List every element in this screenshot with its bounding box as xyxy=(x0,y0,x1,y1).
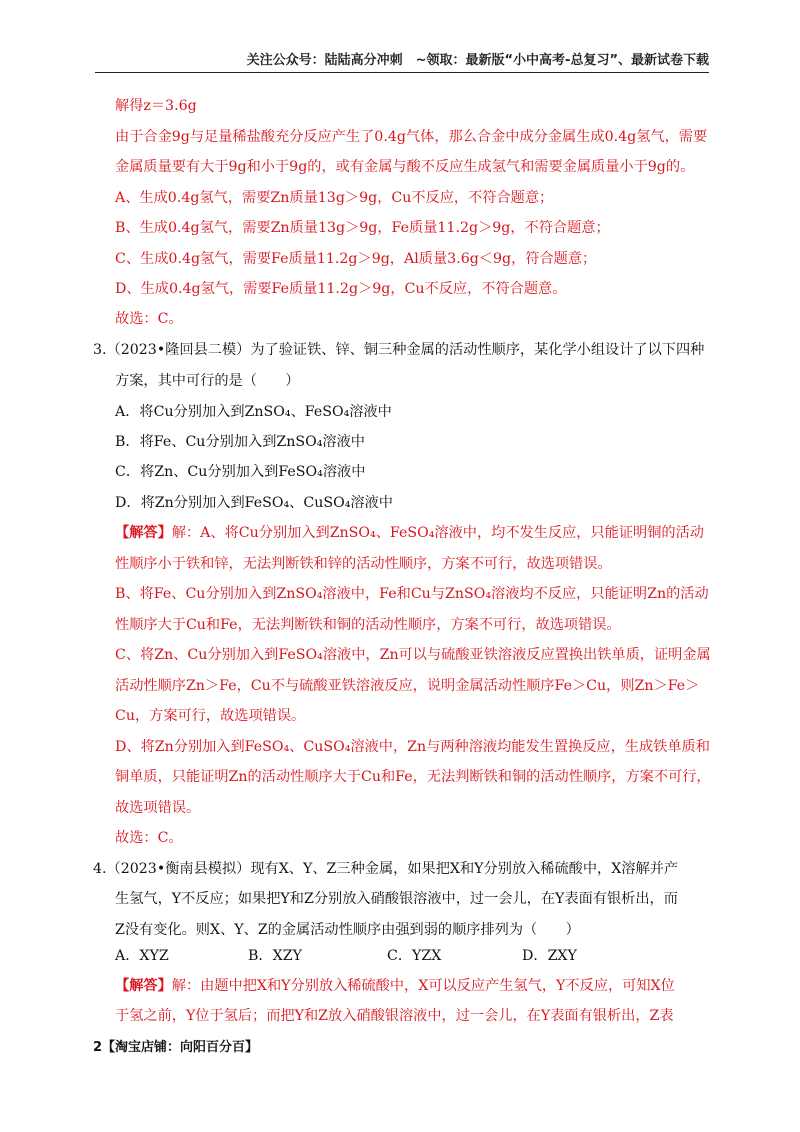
solution-line: 解得z＝3.6g xyxy=(115,98,197,114)
question-3-answer-line: 铜单质，只能证明Zn的活动性顺序大于Cu和Fe，无法判断铁和铜的活动性顺序，方案不可行， xyxy=(115,769,711,785)
question-4-option-c: C．YZX xyxy=(387,948,442,964)
page-header: 关注公众号：陆陆高分冲刺 ~领取：最新版“小中高考-总复习”、最新试卷下载 xyxy=(95,50,709,73)
solution-line: 金属质量要有大于9g和小于9g的，或有金属与酸不反应生成氢气和需要金属质量小于9g的。 xyxy=(115,159,695,175)
question-3-stem-cont: 方案，其中可行的是（ ） xyxy=(115,373,300,389)
solution-option-c: C、生成0.4g氢气，需要Fe质量11.2g＞9g，Al质量3.6g＜9g，符合题意； xyxy=(115,251,597,267)
question-3-answer-line: C、将Zn、Cu分别加入到FeSO₄溶液中，Zn可以与硫酸亚铁溶液反应置换出铁单质，证明金属 xyxy=(115,647,711,663)
question-3-answer-line: 性顺序小于铁和锌，无法判断铁和锌的活动性顺序，方案不可行，故选项错误。 xyxy=(115,556,612,572)
question-3-answer-line: 故选：C。 xyxy=(115,830,183,846)
question-4-option-d: D．ZXY xyxy=(522,948,577,964)
question-3-option-b: B．将Fe、Cu分别加入到ZnSO₄溶液中 xyxy=(115,434,365,450)
question-3-stem: 3.（2023•隆回县二模）为了验证铁、锌、铜三种金属的活动性顺序，某化学小组设计了以下四种 xyxy=(93,342,705,358)
solution-option-b: B、生成0.4g氢气，需要Zn质量13g＞9g，Fe质量11.2g＞9g，不符合题意； xyxy=(115,220,610,236)
solution-line: 由于合金9g与足量稀盐酸充分反应产生了0.4g气体，那么合金中成分金属生成0.4g氢气，需要 xyxy=(115,129,708,145)
question-4-answer-line: 【解答】解：由题中把X和Y分别放入稀硫酸中，X可以反应产生氢气，Y不反应，可知X位 xyxy=(115,978,675,994)
question-3-answer-line: 活动性顺序Zn＞Fe，Cu不与硫酸亚铁溶液反应，说明金属活动性顺序Fe＞Cu，则Zn＞Fe＞ xyxy=(115,678,700,694)
solution-option-a: A、生成0.4g氢气，需要Zn质量13g＞9g，Cu不反应，不符合题意； xyxy=(115,190,554,206)
question-3-option-d: D．将Zn分别加入到FeSO₄、CuSO₄溶液中 xyxy=(115,495,393,511)
question-3-option-c: C．将Zn、Cu分别加入到FeSO₄溶液中 xyxy=(115,464,366,480)
solution-option-d: D、生成0.4g氢气，需要Fe质量11.2g＞9g，Cu不反应，不符合题意。 xyxy=(115,281,567,297)
question-4-answer-line: 于氢之前，Y位于氢后；而把Y和Z放入硝酸银溶液中，过一会儿，在Y表面有银析出，Z表 xyxy=(115,1008,674,1024)
question-4-stem-cont: Z没有变化。则X、Y、Z的金属活动性顺序由强到弱的顺序排列为（ ） xyxy=(115,922,580,938)
question-3-answer-line: B、将Fe、Cu分别加入到ZnSO₄溶液中，Fe和Cu与ZnSO₄溶液均不反应，只能证明Zn的活动 xyxy=(115,586,709,602)
question-4-option-a: A．XYZ xyxy=(115,948,169,964)
question-3-option-a: A．将Cu分别加入到ZnSO₄、FeSO₄溶液中 xyxy=(115,404,392,420)
page-number: 2 xyxy=(93,1040,103,1055)
solution-conclusion: 故选：C。 xyxy=(115,311,183,327)
page-footer xyxy=(93,1036,258,1055)
question-3-answer-line: D、将Zn分别加入到FeSO₄、CuSO₄溶液中，Zn与两种溶液均能发生置换反应，生成铁单质和 xyxy=(115,739,710,755)
question-4-stem-cont: 生氢气，Y不反应；如果把Y和Z分别放入硝酸银溶液中，过一会儿，在Y表面有银析出，而 xyxy=(115,891,678,907)
question-4-option-b: B．XZY xyxy=(248,948,302,964)
shop-label: 【淘宝店铺：向阳百分百】 xyxy=(102,1040,259,1055)
question-4-stem: 4.（2023•衡南县模拟）现有X、Y、Z三种金属，如果把X和Y分别放入稀硫酸中，X溶解并产 xyxy=(93,861,679,877)
question-3-answer-line: 【解答】解：A、将Cu分别加入到ZnSO₄、FeSO₄溶液中，均不发生反应，只能证明铜的活动 xyxy=(115,525,704,541)
answer-tag: 【解答】 xyxy=(115,978,172,994)
question-3-answer-line: 故选项错误。 xyxy=(115,800,201,816)
answer-tag: 【解答】 xyxy=(115,525,172,541)
question-3-answer-line: Cu，方案可行，故选项错误。 xyxy=(115,708,306,724)
question-3-answer-line: 性顺序大于Cu和Fe，无法判断铁和铜的活动性顺序，方案不可行，故选项错误。 xyxy=(115,617,621,633)
